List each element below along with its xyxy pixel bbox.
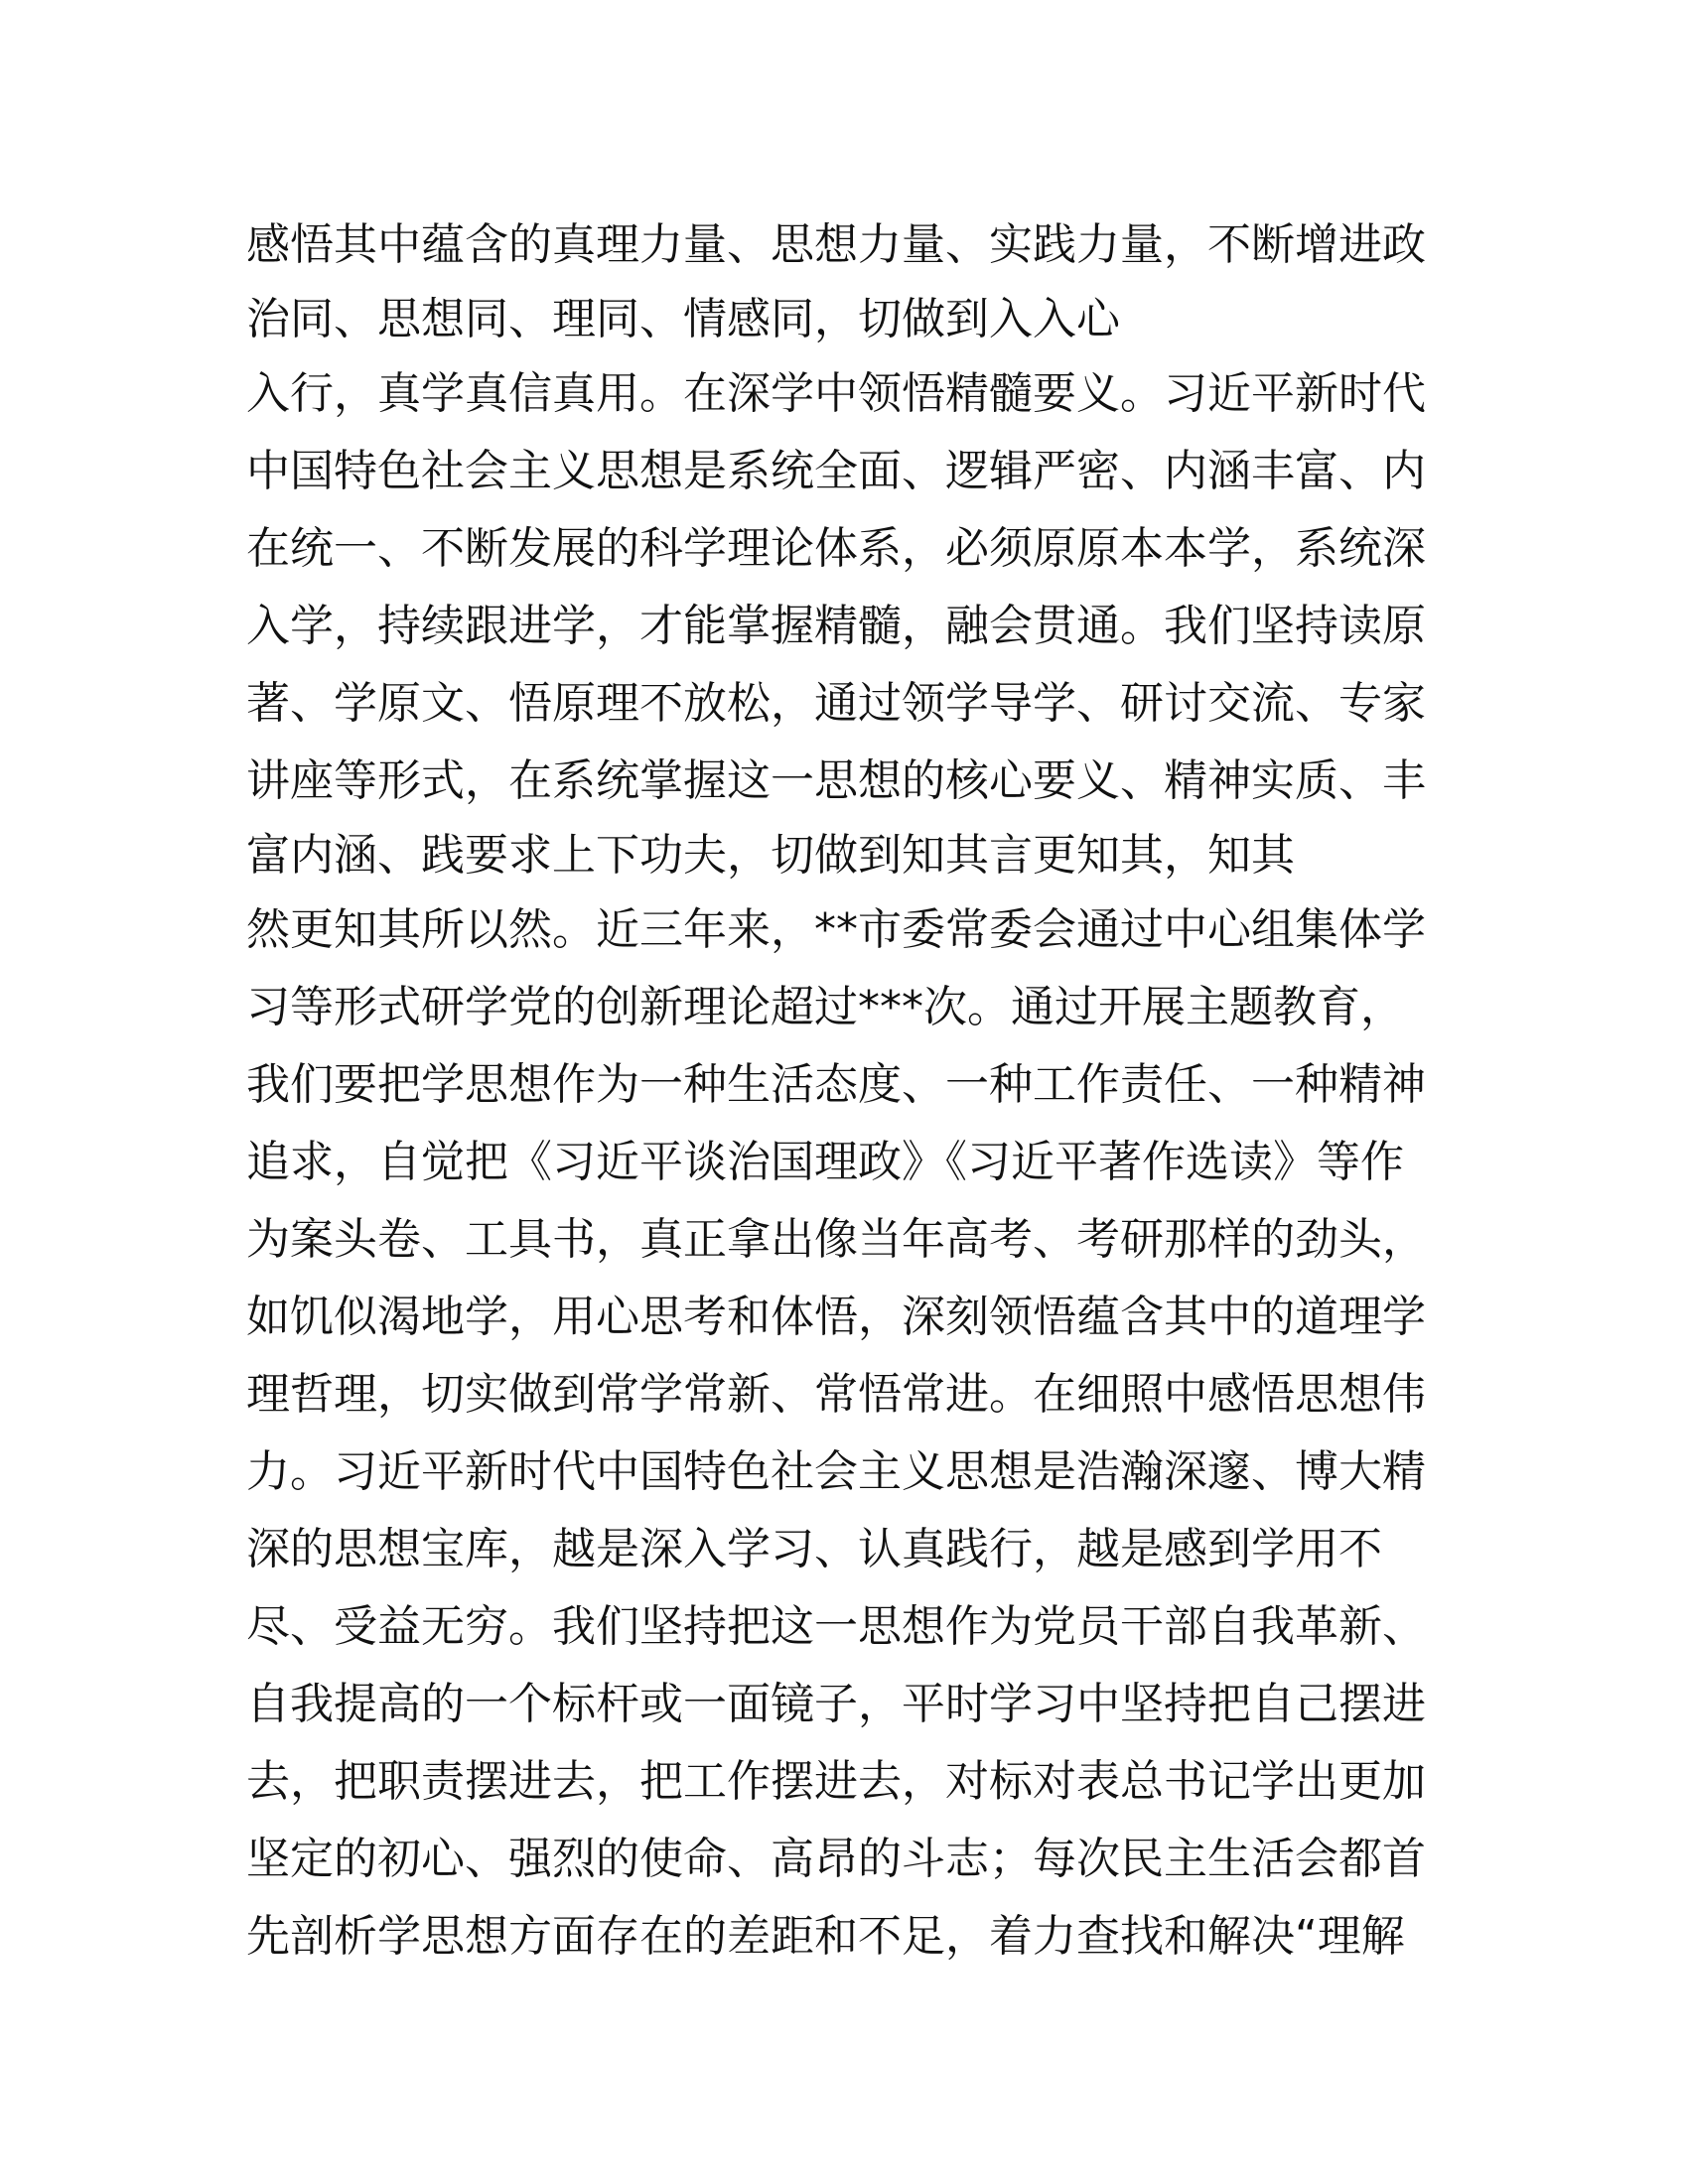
text-line: 坚定的初心、强烈的使命、高昂的斗志；每次民主生活会都首 [246, 1834, 1426, 1884]
text-line: 自我提高的一个标杆或一面镜子，平时学习中坚持把自己摆进 [246, 1679, 1426, 1729]
text-line: 追求，自觉把《习近平谈治国理政》《习近平著作选读》等作 [246, 1137, 1404, 1187]
text-line: 力。习近平新时代中国特色社会主义思想是浩瀚深邃、博大精 [246, 1446, 1426, 1497]
text-line: 习等形式研学党的创新理论超过***次。通过开展主题教育， [246, 982, 1404, 1032]
text-line: 感悟其中蕴含的真理力量、思想力量、实践力量，不断增进政 [246, 219, 1426, 270]
text-line: 在统一、不断发展的科学理论体系，必须原原本本学，系统深 [246, 523, 1426, 574]
text-line: 我们要把学思想作为一种生活态度、一种工作责任、一种精神 [246, 1059, 1426, 1110]
text-line: 治同、思想同、理同、情感同，切做到入入心 [246, 294, 1120, 344]
text-line: 理哲理，切实做到常学常新、常悟常进。在细照中感悟思想伟 [246, 1369, 1426, 1420]
text-line: 中国特色社会主义思想是系统全面、逻辑严密、内涵丰富、内 [246, 446, 1426, 496]
text-line: 为案头卷、工具书，真正拿出像当年高考、考研那样的劲头， [246, 1214, 1426, 1265]
text-line: 去，把职责摆进去，把工作摆进去，对标对表总书记学出更加 [246, 1756, 1426, 1807]
text-line: 尽、受益无穷。我们坚持把这一思想作为党员干部自我革新、 [246, 1601, 1426, 1652]
text-line: 先剖析学思想方面存在的差距和不足，着力查找和解决“理解 [246, 1911, 1405, 1962]
text-line: 著、学原文、悟原理不放松，通过领学导学、研讨交流、专家 [246, 678, 1426, 729]
text-line: 然更知其所以然。近三年来，**市委常委会通过中心组集体学 [246, 904, 1426, 955]
text-line: 入行，真学真信真用。在深学中领悟精髓要义。习近平新时代 [246, 368, 1426, 419]
text-line: 讲座等形式，在系统掌握这一思想的核心要义、精神实质、丰 [246, 755, 1426, 806]
text-line: 如饥似渴地学，用心思考和体悟，深刻领悟蕴含其中的道理学 [246, 1292, 1426, 1342]
text-line: 富内涵、践要求上下功夫，切做到知其言更知其，知其 [246, 830, 1295, 881]
body-text [246, 206, 1450, 1976]
text-line: 入学，持续跟进学，才能掌握精髓，融会贯通。我们坚持读原 [246, 601, 1426, 651]
text-line: 深的思想宝库，越是深入学习、认真践行，越是感到学用不 [246, 1524, 1382, 1574]
